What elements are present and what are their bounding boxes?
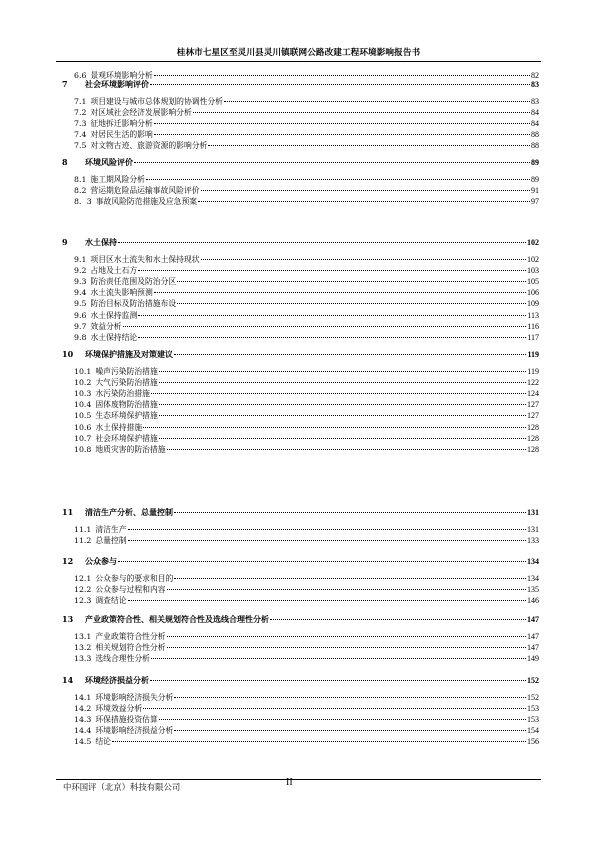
toc-entry-number: 13.3 [74, 654, 92, 664]
toc-entry-title: 地质灾害的防治措施 [95, 444, 166, 454]
toc-entry-number: 6.6 [74, 71, 87, 80]
toc-entry-title: 对区域社会经济发展影响分析 [90, 108, 192, 118]
toc-dot-leader [159, 371, 527, 372]
toc-entry-title: 选线合理性分析 [95, 654, 150, 664]
toc-dot-leader [154, 134, 530, 135]
toc-entry-number: 14 [62, 675, 74, 685]
toc-dot-leader [150, 84, 530, 85]
toc-entry-number: 10.4 [74, 400, 92, 410]
toc-section-entry[interactable] [62, 642, 539, 653]
toc-entry-number: 13.1 [74, 632, 92, 641]
toc-dot-leader [138, 337, 526, 338]
toc-section-entry[interactable] [62, 410, 539, 421]
toc-chapter-entry[interactable] [62, 79, 539, 90]
toc-dot-leader [154, 75, 530, 76]
toc-entry-page: 84 [531, 119, 539, 129]
toc-section-entry[interactable] [62, 287, 539, 298]
toc-entry-page: 89 [531, 175, 539, 184]
toc-entry-page: 89 [531, 158, 539, 167]
toc-dot-leader [143, 708, 526, 709]
toc-dot-leader [128, 600, 526, 601]
toc-entry-page: 113 [527, 310, 539, 320]
toc-dot-leader [167, 449, 526, 450]
toc-entry-title: 水土保持措施 [95, 422, 143, 432]
toc-entry-title: 水土保持监测 [90, 310, 138, 320]
toc-entry-title: 固体废物防治措施 [95, 400, 158, 410]
toc-section-entry[interactable] [62, 321, 539, 332]
toc-entry-page: 83 [531, 97, 539, 106]
toc-entry-number: 9.8 [74, 332, 87, 342]
toc-entry-number: 9.2 [74, 266, 87, 276]
toc-dot-leader [208, 145, 530, 146]
toc-entry-title: 产业政策符合性分析 [95, 632, 166, 641]
toc-entry-title: 事故风险防范措施及应急预案 [95, 197, 198, 207]
footer-rule [56, 779, 541, 780]
toc-entry-number: 7.3 [74, 119, 87, 129]
toc-entry-number: 8.2 [74, 186, 87, 196]
toc-dot-leader [154, 123, 530, 124]
toc-entry-number: 8．3 [74, 197, 92, 207]
toc-entry-title: 对居民生活的影响 [90, 130, 153, 140]
footer-page-number: II [286, 777, 293, 788]
toc-entry-page: 146 [527, 596, 539, 606]
toc-chapter-entry[interactable] [62, 157, 539, 168]
toc-entry-number: 7 [62, 79, 68, 89]
toc-section-entry[interactable] [62, 595, 539, 606]
toc-entry-number: 10.8 [74, 444, 92, 454]
toc-dot-leader [174, 697, 526, 698]
toc-entry-title: 环境风险评价 [85, 157, 133, 167]
toc-entry-number: 8.1 [74, 175, 87, 184]
toc-entry-page: 147 [527, 632, 539, 641]
toc-section-entry[interactable] [62, 388, 539, 399]
toc-entry-page: 84 [531, 108, 539, 118]
toc-dot-leader [112, 741, 526, 742]
toc-entry-page: 122 [527, 378, 539, 388]
toc-entry-page: 127 [527, 400, 539, 410]
toc-entry-number: 9.7 [74, 321, 87, 331]
toc-section-entry[interactable] [62, 140, 539, 151]
toc-entry-page: 133 [527, 536, 539, 546]
toc-dot-leader [138, 270, 526, 271]
toc-entry-page: 153 [527, 704, 539, 714]
toc-entry-title: 环境经济损益分析 [85, 675, 149, 685]
toc-entry-title: 公众参与过程和内容 [95, 585, 166, 595]
toc-section-entry[interactable] [62, 129, 539, 140]
toc-dot-leader [198, 201, 530, 202]
toc-dot-leader [193, 112, 530, 113]
toc-entry-number: 14.1 [74, 693, 92, 702]
toc-section-entry[interactable] [62, 535, 539, 546]
toc-entry-page: 105 [527, 277, 539, 287]
toc-section-entry[interactable] [62, 422, 539, 433]
toc-entry-page: 131 [527, 525, 539, 534]
toc-entry-number: 14.3 [74, 715, 92, 725]
toc-entry-page: 147 [527, 643, 539, 653]
toc-entry-number: 12.1 [74, 574, 92, 583]
toc-entry-number: 9 [62, 237, 68, 247]
toc-entry-number: 10.3 [74, 389, 92, 399]
toc-dot-leader [159, 382, 526, 383]
toc-entry-page: 152 [527, 693, 539, 702]
toc-dot-leader [143, 427, 526, 428]
toc-entry-page: 152 [527, 676, 539, 685]
toc-entry-title: 环境保护措施及对策建议 [85, 349, 173, 359]
toc-dot-leader [128, 540, 526, 541]
toc-entry-title: 大气污染防治措施 [95, 378, 158, 388]
toc-entry-number: 12 [62, 556, 74, 566]
toc-entry-number: 14.4 [74, 726, 92, 736]
toc-dot-leader [150, 680, 526, 681]
toc-dot-leader [177, 281, 526, 282]
toc-entry-page: 88 [531, 130, 539, 140]
toc-dot-leader [154, 292, 526, 293]
toc-dot-leader [118, 242, 526, 243]
toc-chapter-entry[interactable] [62, 507, 539, 518]
toc-dot-leader [270, 619, 526, 620]
toc-entry-number: 9.4 [74, 288, 87, 298]
toc-entry-title: 总量控制 [95, 536, 127, 546]
header-rule [56, 61, 541, 62]
toc-dot-leader [123, 326, 527, 327]
toc-entry-title: 施工期风险分析 [90, 175, 145, 184]
toc-entry-title: 防治目标及防治措施布设 [90, 299, 177, 309]
toc-entry-title: 效益分析 [90, 321, 122, 331]
toc-entry-page: 117 [527, 332, 539, 342]
toc-entry-title: 调查结论 [95, 596, 127, 606]
toc-entry-title: 环境影响经济损益分析 [95, 726, 174, 736]
toc-section-entry[interactable] [62, 653, 539, 664]
toc-chapter-entry[interactable] [62, 349, 539, 360]
toc-entry-number: 14.2 [74, 704, 92, 714]
toc-entry-title: 水土保持 [85, 237, 117, 247]
toc-entry-page: 135 [527, 585, 539, 595]
toc-entry-title: 结论 [95, 737, 111, 747]
toc-entry-title: 景观环境影响分析 [90, 71, 153, 80]
toc-entry-number: 9.1 [74, 255, 87, 264]
footer-company: 中环国评（北京）科技有限公司 [63, 782, 181, 792]
toc-entry-number: 12.3 [74, 596, 92, 606]
toc-entry-page: 153 [527, 715, 539, 725]
toc-entry-page: 128 [527, 444, 539, 454]
toc-entry-number: 7.4 [74, 130, 87, 140]
toc-entry-page: 83 [531, 80, 539, 89]
toc-entry-title: 环保措施投资估算 [95, 715, 158, 725]
toc-entry-page: 156 [527, 737, 539, 747]
toc-entry-number: 10.7 [74, 433, 92, 443]
toc-entry-number: 9.3 [74, 277, 87, 287]
toc-entry-page: 154 [527, 726, 539, 736]
toc-entry-number: 7.5 [74, 141, 87, 151]
toc-entry-page: 103 [527, 266, 539, 276]
toc-entry-number: 13 [62, 614, 74, 624]
toc-chapter-entry[interactable] [62, 556, 539, 567]
toc-entry-title: 占地及土石方 [90, 266, 138, 276]
toc-entry-page: 134 [527, 557, 539, 566]
toc-entry-number: 7.2 [74, 108, 87, 118]
toc-entry-title: 防治责任范围及防治分区 [90, 277, 177, 287]
toc-entry-title: 水污染防治措施 [95, 389, 150, 399]
toc-dot-leader [201, 259, 526, 260]
toc-dot-leader [138, 315, 526, 316]
toc-section-entry[interactable] [62, 366, 539, 377]
toc-entry-page: 106 [527, 288, 539, 298]
toc-entry-title: 对文物古迹、旅游资源的影响分析 [90, 141, 208, 151]
toc-entry-page: 102 [527, 238, 539, 247]
toc-entry-title: 水土流失影响预测 [90, 288, 153, 298]
toc-section-entry[interactable] [62, 433, 539, 444]
toc-dot-leader [224, 101, 530, 102]
toc-dot-leader [151, 393, 526, 394]
toc-entry-title: 产业政策符合性、相关规划符合性及选线合理性分析 [85, 614, 269, 624]
toc-entry-title: 营运期危险品运输事故风险评价 [90, 186, 200, 196]
toc-entry-number: 10 [62, 349, 74, 359]
toc-section-entry[interactable] [62, 573, 539, 584]
toc-entry-title: 环境效益分析 [95, 704, 143, 714]
toc-entry-title: 公众参与 [85, 556, 117, 566]
toc-dot-leader [167, 589, 526, 590]
toc-entry-title: 清洁生产 [95, 525, 127, 534]
toc-section-entry[interactable] [62, 174, 539, 185]
toc-entry-page: 91 [531, 186, 539, 196]
toc-entry-number: 11.2 [74, 536, 92, 546]
toc-entry-page: 131 [527, 508, 539, 517]
toc-entry-page: 102 [527, 255, 539, 264]
toc-entry-title: 噪声污染防治措施 [95, 367, 158, 376]
toc-section-entry[interactable] [62, 631, 539, 642]
toc-entry-title: 征地拆迁影响分析 [90, 119, 153, 129]
toc-entry-number: 10.6 [74, 422, 92, 432]
toc-chapter-entry[interactable] [62, 237, 539, 248]
toc-section-entry[interactable] [62, 692, 539, 703]
toc-section-entry[interactable] [62, 276, 539, 287]
toc-entry-title: 相关规划符合性分析 [95, 643, 166, 653]
toc-dot-leader [167, 647, 526, 648]
toc-dot-leader [146, 179, 530, 180]
toc-entry-title: 清洁生产分析、总量控制 [85, 507, 173, 517]
toc-entry-title: 项目区水土流失和水土保持现状 [90, 255, 200, 264]
toc-entry-page: 82 [531, 71, 539, 80]
toc-entry-number: 13.2 [74, 643, 92, 653]
toc-section-entry[interactable] [62, 118, 539, 129]
toc-dot-leader [159, 404, 526, 405]
toc-dot-leader [177, 303, 526, 304]
toc-entry-title: 环境影响经济损失分析 [95, 693, 174, 702]
toc-section-entry[interactable] [62, 107, 539, 118]
toc-entry-number: 7.1 [74, 97, 87, 106]
toc-dot-leader [128, 529, 526, 530]
toc-entry-page: 124 [527, 389, 539, 399]
toc-section-entry[interactable] [62, 254, 539, 265]
toc-entry-title: 生态环境保护措施 [95, 411, 158, 421]
toc-entry-title: 项目建设与城市总体规划的协调性分析 [90, 97, 223, 106]
toc-entry-page: 109 [527, 299, 539, 309]
toc-dot-leader [174, 730, 526, 731]
toc-dot-leader [134, 162, 530, 163]
toc-entry-number: 11.1 [74, 525, 92, 534]
toc-section-entry[interactable] [62, 298, 539, 309]
toc-entry-number: 14.5 [74, 737, 92, 747]
toc-entry-number: 10.5 [74, 411, 92, 421]
toc-entry-number: 12.2 [74, 585, 92, 595]
toc-entry-page: 127 [527, 411, 539, 421]
toc-dot-leader [167, 636, 526, 637]
toc-dot-leader [151, 658, 526, 659]
toc-entry-number: 9.5 [74, 299, 87, 309]
toc-entry-title: 公众参与的要求和目的 [95, 574, 174, 583]
toc-section-entry[interactable] [62, 703, 539, 714]
toc-entry-page: 119 [527, 367, 539, 376]
toc-dot-leader [201, 190, 530, 191]
toc-entry-title: 水土保持结论 [90, 332, 138, 342]
toc-entry-page: 116 [527, 321, 539, 331]
toc-section-entry[interactable] [62, 524, 539, 535]
toc-section-entry[interactable] [62, 714, 539, 725]
toc-entry-page: 128 [527, 433, 539, 443]
toc-chapter-entry[interactable] [62, 675, 539, 686]
toc-entry-number: 8 [62, 157, 68, 167]
toc-dot-leader [118, 561, 526, 562]
toc-section-entry[interactable] [62, 185, 539, 196]
toc-entry-page: 88 [531, 141, 539, 151]
toc-section-entry[interactable] [62, 96, 539, 107]
toc-entry-page: 149 [527, 654, 539, 664]
toc-dot-leader [174, 354, 526, 355]
toc-dot-leader [159, 438, 526, 439]
toc-entry-page: 147 [527, 615, 539, 624]
toc-dot-leader [159, 415, 526, 416]
toc-section-entry[interactable] [62, 736, 539, 747]
toc-entry-title: 社会环境保护措施 [95, 433, 158, 443]
toc-dot-leader [159, 719, 526, 720]
document-header: 桂林市七星区至灵川县灵川镇联网公路改建工程环境影响报告书 [176, 48, 421, 58]
toc-dot-leader [174, 512, 526, 513]
toc-entry-number: 10.2 [74, 378, 92, 388]
toc-chapter-entry[interactable] [62, 614, 539, 625]
toc-entry-page: 134 [527, 574, 539, 583]
toc-entry-number: 10.1 [74, 367, 92, 376]
toc-section-entry[interactable] [62, 377, 539, 388]
toc-section-entry[interactable] [62, 725, 539, 736]
toc-section-entry[interactable] [62, 584, 539, 595]
toc-entry-page: 119 [527, 350, 539, 359]
toc-entry-page: 97 [531, 197, 539, 207]
toc-section-entry[interactable] [62, 332, 539, 343]
toc-dot-leader [174, 578, 526, 579]
toc-section-entry[interactable] [62, 444, 539, 455]
toc-entry-number: 11 [62, 507, 74, 517]
toc-entry-title: 社会环境影响评价 [85, 79, 149, 89]
toc-section-entry[interactable] [62, 310, 539, 321]
toc-section-entry[interactable] [62, 399, 539, 410]
toc-entry-page: 128 [527, 422, 539, 432]
toc-entry-number: 9.6 [74, 310, 87, 320]
toc-section-entry[interactable] [62, 196, 539, 207]
toc-section-entry[interactable] [62, 265, 539, 276]
